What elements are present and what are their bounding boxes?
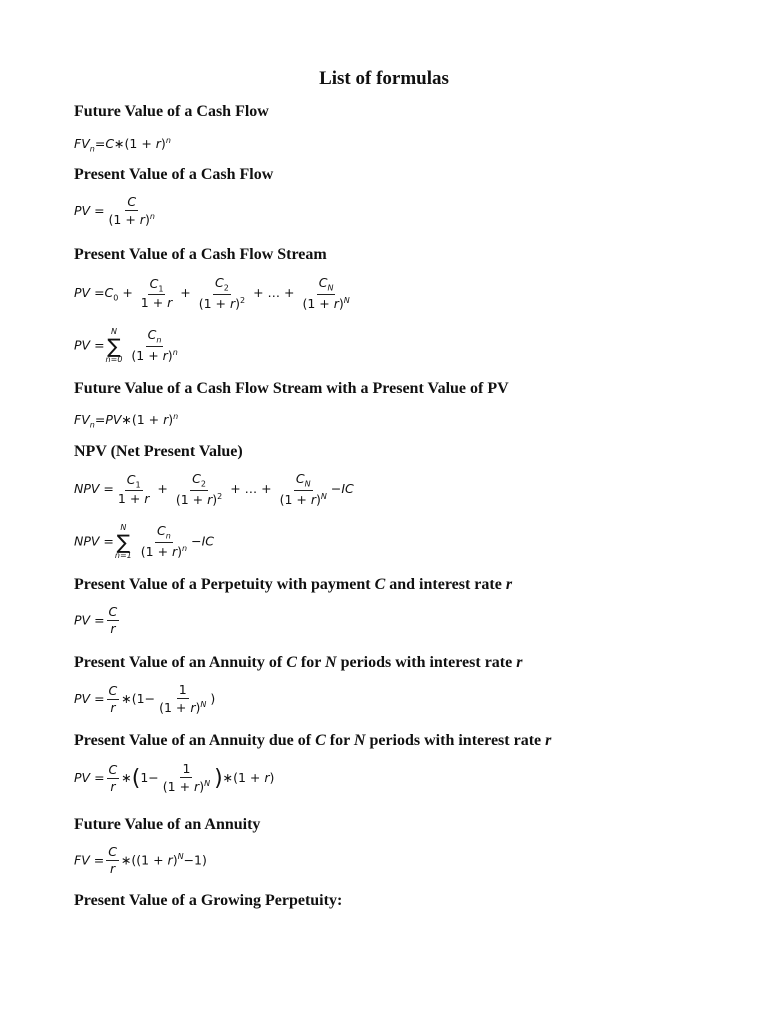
formula-pv-cash-flow: PV = $\frac{C}{(1 + r)^n}$ xyxy=(74,194,155,228)
formula-pv-stream-sum: PV = N ∑ n=0 $\frac{C_n}{(1 + r)^n}$ xyxy=(74,327,178,364)
section-heading: Present Value of a Cash Flow xyxy=(74,166,274,183)
section-heading: Present Value of a Cash Flow Stream xyxy=(74,246,327,263)
formula-fv-stream: $FV_n=PV∗(1 + r)^n$ xyxy=(74,412,179,430)
page-title: List of formulas xyxy=(319,68,449,89)
formula-npv-sum: NPV = N ∑ n=1 $\frac{C_n}{(1 + r)^n}$ −IC xyxy=(74,523,215,560)
formula-pv-stream: PV $=C_0$ + $\frac{C_1}{1 + r}$ + $\frac{C_2}{(1 + r)^2}$ + … + $\frac{C_N}{(1 + r)^N}$ xyxy=(74,275,350,311)
formula-pv-annuity: PV = $\frac{C}{r}$ ∗(1− $\frac{1}{(1 + r)^N}$ ) xyxy=(74,682,216,716)
section-heading: Present Value of an Annuity of C for N periods with interest rate r xyxy=(74,654,523,671)
formula-pv-annuity-due: PV = $\frac{C}{r}$ ∗(1− $\frac{1}{(1 + r)^N}$ )∗(1 + r) xyxy=(74,761,275,795)
section-heading: Present Value of an Annuity due of C for N periods with interest rate r xyxy=(74,732,552,749)
formula-pv-perpetuity: PV = $\frac{C}{r}$ xyxy=(74,604,118,637)
section-heading: Future Value of a Cash Flow Stream with a Present Value of PV xyxy=(74,380,509,397)
formula-fv-cash-flow: $FV_n=C∗(1 + r)^n$ xyxy=(74,136,171,154)
formula-npv: NPV = $\frac{C_1}{1 + r}$ + $\frac{C_2}{(1 + r)^2}$ + … + $\frac{C_N}{(1 + r)^N}$ −IC xyxy=(74,471,354,507)
section-heading: Future Value of an Annuity xyxy=(74,816,261,833)
section-heading: Present Value of a Growing Perpetuity: xyxy=(74,892,343,909)
section-heading: NPV (Net Present Value) xyxy=(74,443,243,460)
section-heading: Present Value of a Perpetuity with payment C and interest rate r xyxy=(74,576,513,593)
section-heading: Future Value of a Cash Flow xyxy=(74,103,269,120)
formula-fv-annuity: FV = $\frac{C}{r}$ ∗((1 + r)$^N$−1) xyxy=(74,844,207,877)
